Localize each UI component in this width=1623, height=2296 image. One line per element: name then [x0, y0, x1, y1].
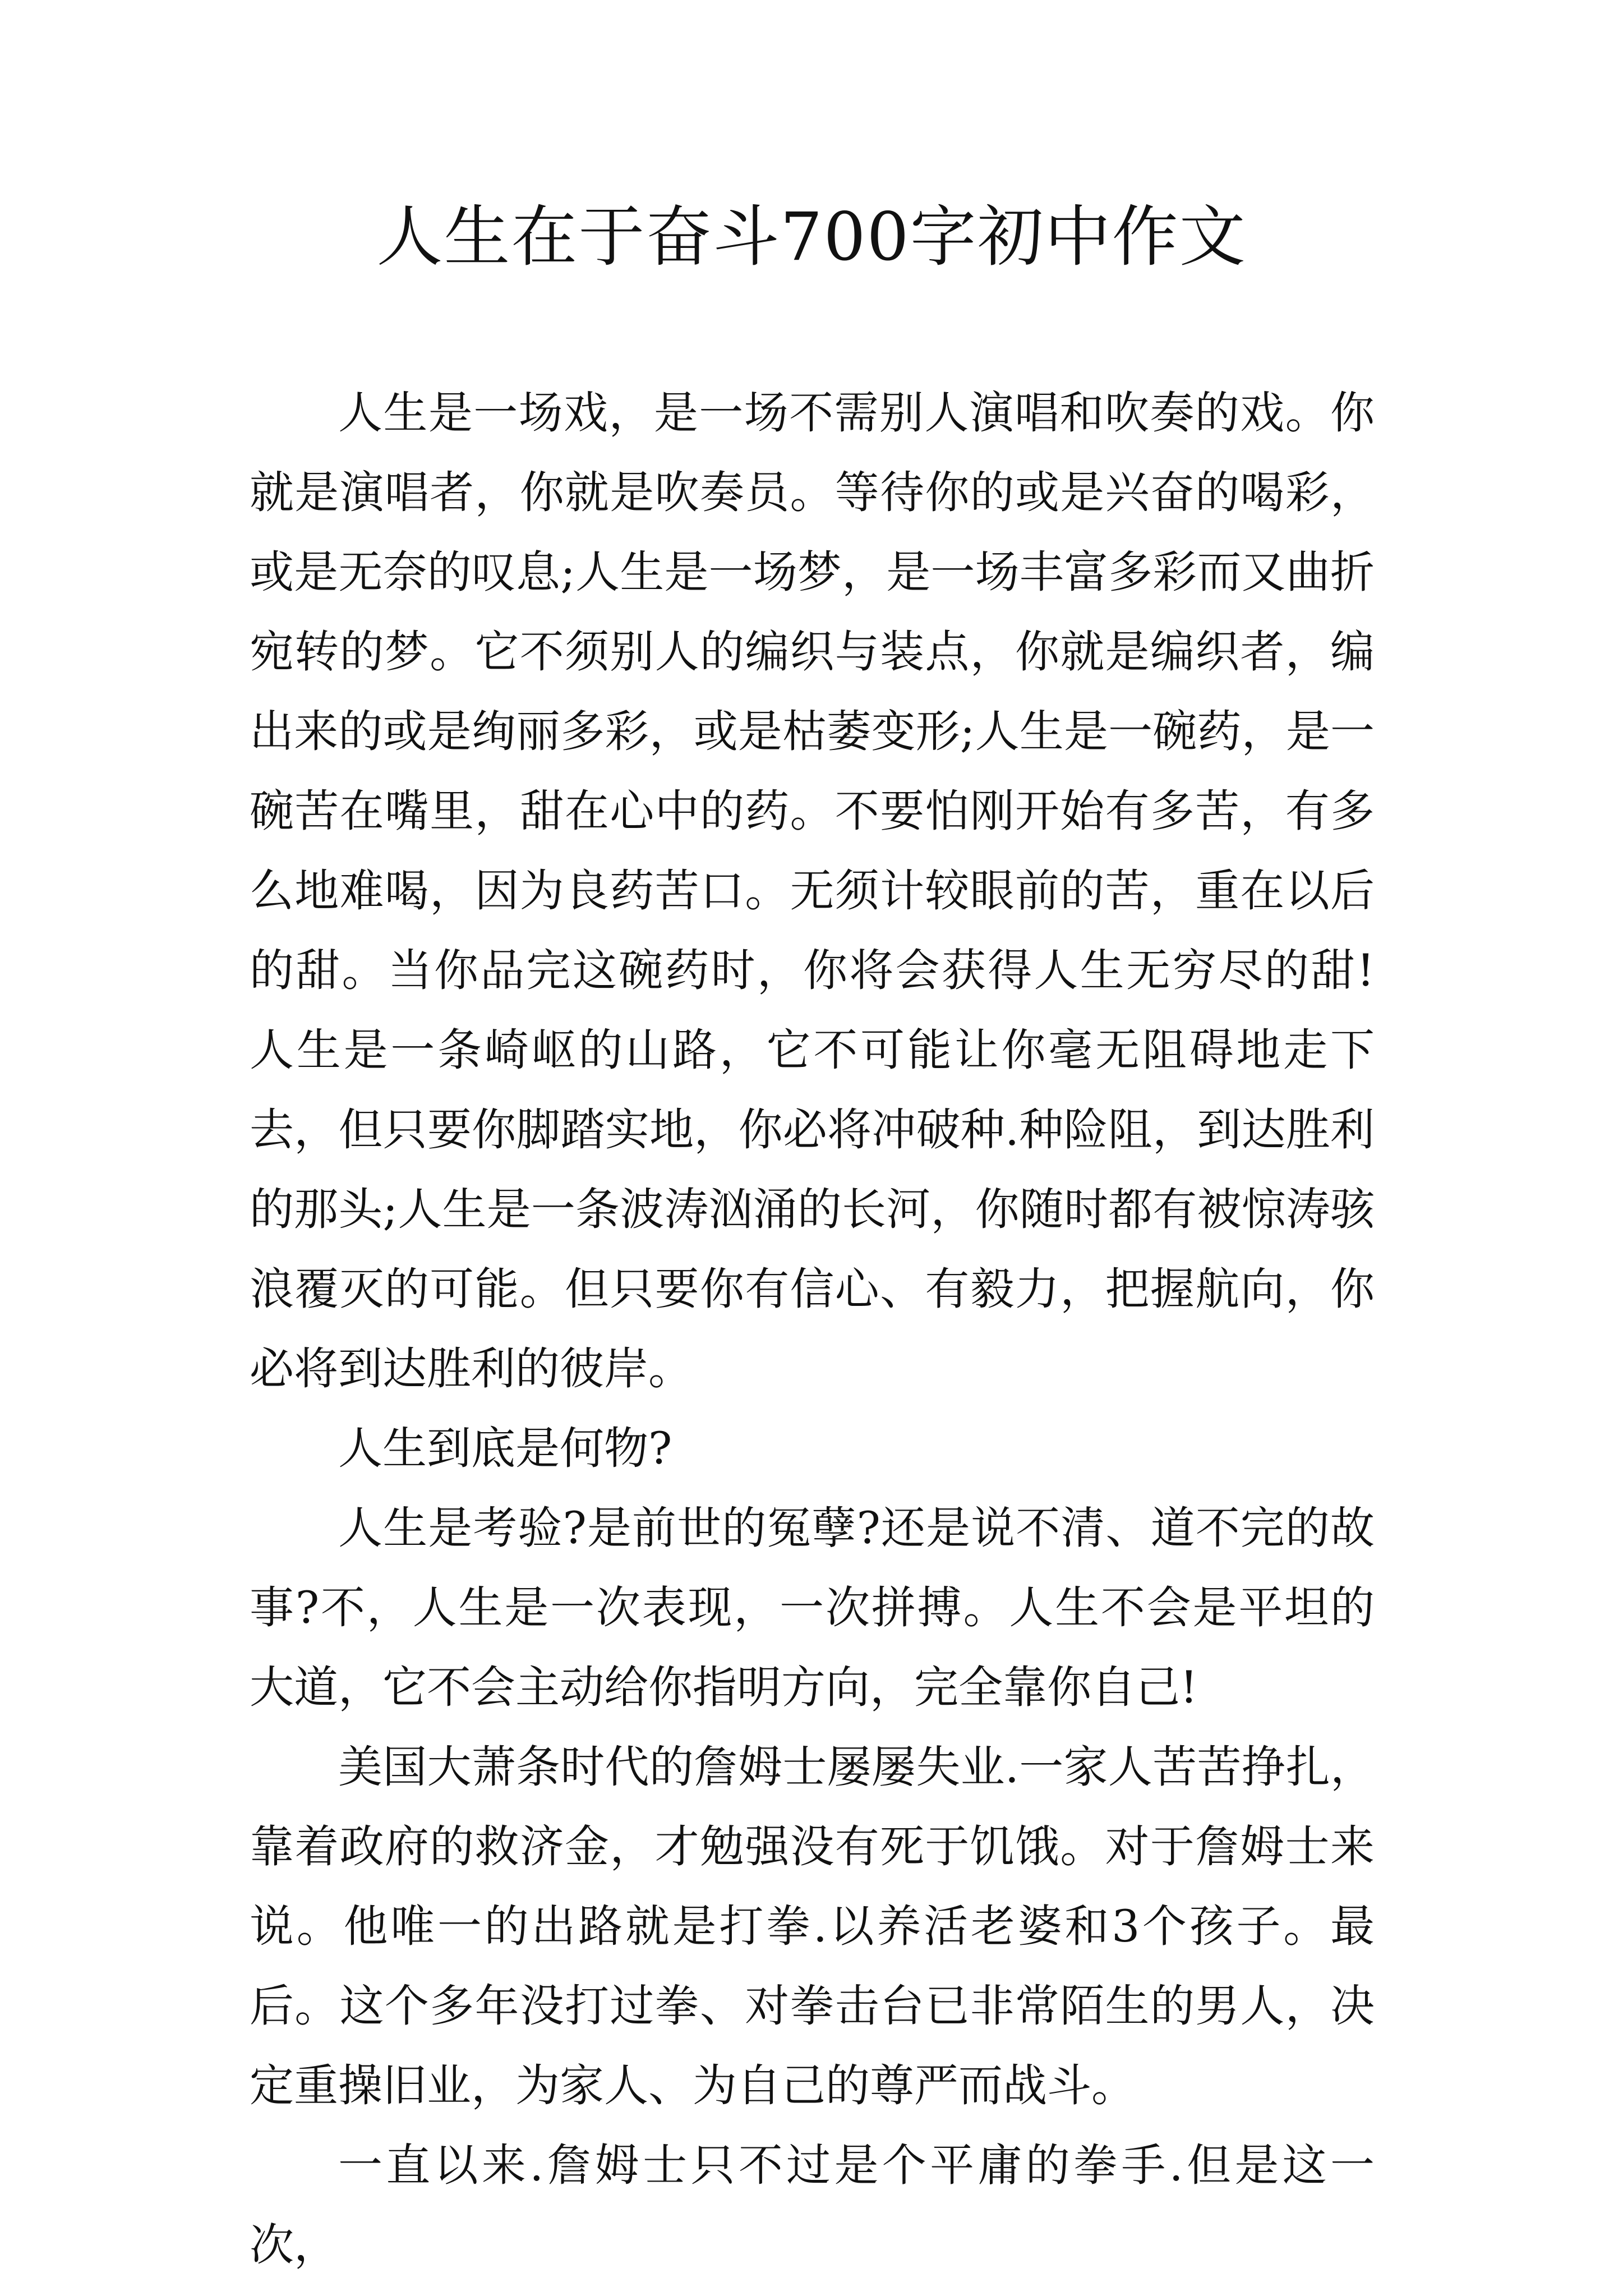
paragraph-5: 一直以来.詹姆士只不过是个平庸的拳手.但是这一次， — [250, 2139, 1375, 2271]
document-title: 人生在于奋斗700字初中作文 — [376, 198, 1247, 275]
document-body — [250, 373, 1375, 2285]
paragraph-3: 人生是考验?是前世的冤孽?还是说不清、道不完的故事?不，人生是一次表现，一次拼搏。人生不会是平坦的大道，它不会主动给你指明方向，完全靠你自己! — [250, 1502, 1375, 1713]
paragraph-4: 美国大萧条时代的詹姆士屡屡失业.一家人苦苦挣扎，靠着政府的救济金，才勉强没有死于饥饿。对于詹姆士来说。他唯一的出路就是打拳.以养活老婆和3个孩子。最后。这个多年没打过拳、对拳击台已非常陌生的男人，决定重操旧业，为家人、为自己的尊严而战斗。 — [250, 1741, 1375, 2111]
paragraph-1: 人生是一场戏，是一场不需别人演唱和吹奏的戏。你就是演唱者，你就是吹奏员。等待你的或是兴奋的喝彩，或是无奈的叹息;人生是一场梦，是一场丰富多彩而又曲折宛转的梦。它不须别人的编织与装点，你就是编织者，编出来的或是绚丽多彩，或是枯萎变形;人生是一碗药，是一碗苦在嘴里，甜在心中的药。不要怕刚开始有多苦，有多么地难喝，因为良药苦口。无须计较眼前的苦，重在以后的甜。当你品完这碗药时，你将会获得人生无穷尽的甜!人生是一条崎岖的山路，它不可能让你毫无阻碍地走下去，但只要你脚踏实地，你必将冲破种.种险阻，到达胜利的那头;人生是一条波涛汹涌的长河，你随时都有被惊涛骇浪覆灭的可能。但只要你有信心、有毅力，把握航向，你必将到达胜利的彼岸。 — [250, 387, 1375, 1395]
paragraph-2: 人生到底是何物? — [338, 1423, 672, 1474]
